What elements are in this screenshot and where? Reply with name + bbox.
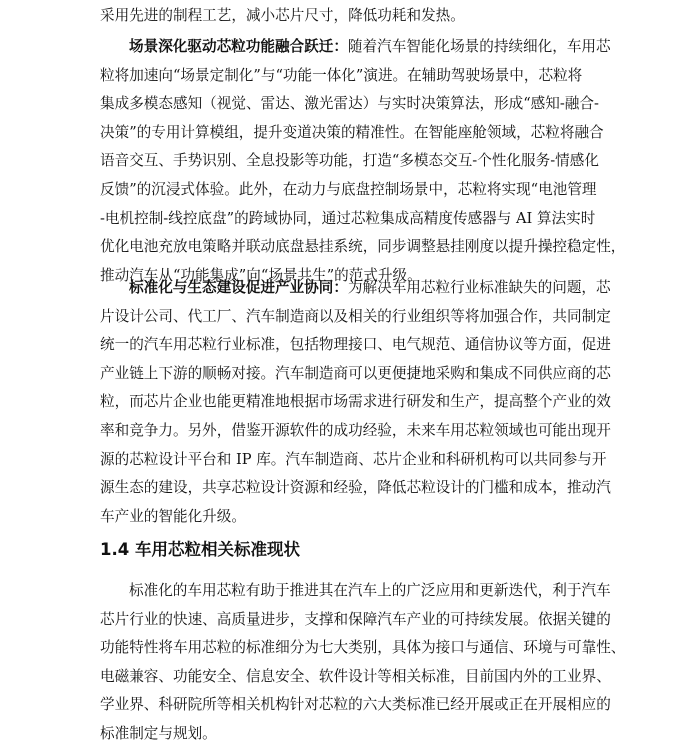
paragraph-scene-deepening xyxy=(100,33,626,290)
text-line xyxy=(100,274,611,303)
text-line: 集成多模态感知（视觉、雷达、激光雷达）与实时决策算法，形成“感知-融合- xyxy=(100,95,599,113)
text-line: 源生态的建设，共享芯粒设计资源和经验，降低芯粒设计的门槛和成本，推动汽 xyxy=(100,479,611,497)
text-line xyxy=(100,33,611,62)
text-line: 优化电池充放电策略并联动底盘悬挂系统，同步调整悬挂刚度以提升操控稳定性， xyxy=(100,238,626,256)
paragraph-standards-status xyxy=(100,577,626,749)
text-line: 车产业的智能化升级。 xyxy=(100,507,246,525)
text-line: 芯片行业的快速、高质量进步，支撑和保障汽车产业的可持续发展。依据关键的 xyxy=(100,610,611,628)
text-line: 决策”的专用计算模组，提升变道决策的精准性。在智能座舱领域，芯粒将融合 xyxy=(100,123,604,141)
section-heading: 1.4 车用芯粒相关标准现状 xyxy=(100,540,300,559)
text-line: 学业界、科研院所等相关机构针对芯粒的六大类标准已经开展或正在开展相应的 xyxy=(100,696,611,714)
paragraph-lead-rest: 随着汽车智能化场景的持续细化，车用芯 xyxy=(347,38,611,55)
text-line: -电机控制-线控底盘”的跨域协同，通过芯粒集成高精度传感器与 AI 算法实时 xyxy=(100,209,596,227)
paragraph-lead-heading: 标准化与生态建设促进产业协同： xyxy=(129,279,348,296)
text-line: 电磁兼容、功能安全、信息安全、软件设计等相关标准，目前国内外的工业界、 xyxy=(100,667,611,685)
text-line: 反馈”的沉浸式体验。此外，在动力与底盘控制场景中，芯粒将实现“电池管理 xyxy=(100,180,597,198)
text-line: 产业链上下游的顺畅对接。汽车制造商可以更便捷地采购和集成不同供应商的芯 xyxy=(100,364,611,382)
text-line: 源的芯粒设计平台和 IP 库。汽车制造商、芯片企业和科研机构可以共同参与开 xyxy=(100,450,607,468)
text-line: 功能特性将车用芯粒的标准细分为七大类别，具体为接口与通信、环境与可靠性、 xyxy=(100,639,626,657)
text-line: 率和竞争力。另外，借鉴开源软件的成功经验，未来车用芯粒领域也可能出现开 xyxy=(100,421,611,439)
text-line: 统一的汽车用芯粒行业标准，包括物理接口、电气规范、通信协议等方面，促进 xyxy=(100,336,611,354)
paragraph-1 xyxy=(100,2,578,31)
text-line: 采用先进的制程工艺，减小芯片尺寸，降低功耗和发热。 xyxy=(100,7,465,24)
text-line: 标准制定与规划。 xyxy=(100,724,217,742)
paragraph-lead-heading: 场景深化驱动芯粒功能融合跃迁： xyxy=(129,38,348,55)
text-line: 粒，而芯片企业也能更精准地根据市场需求进行研发和生产，提高整个产业的效 xyxy=(100,393,611,411)
text-line: 标准化的车用芯粒有助于推进其在汽车上的广泛应用和更新迭代，利于汽车 xyxy=(129,582,611,599)
text-line: 粒将加速向“场景定制化”与“功能一体化”演进。在辅助驾驶场景中，芯粒将 xyxy=(100,66,583,84)
text-line: 片设计公司、代工厂、汽车制造商以及相关的行业组织等将加强合作，共同制定 xyxy=(100,307,611,325)
text-line: 推动汽车从“功能集成”向“场景共生”的范式升级。 xyxy=(100,266,422,284)
text-line: 语音交互、手势识别、全息投影等功能，打造“多模态交互-个性化服务-情感化 xyxy=(100,152,599,170)
paragraph-lead-rest: 为解决车用芯粒行业标准缺失的问题，芯 xyxy=(347,279,611,296)
paragraph-standardization xyxy=(100,274,611,531)
